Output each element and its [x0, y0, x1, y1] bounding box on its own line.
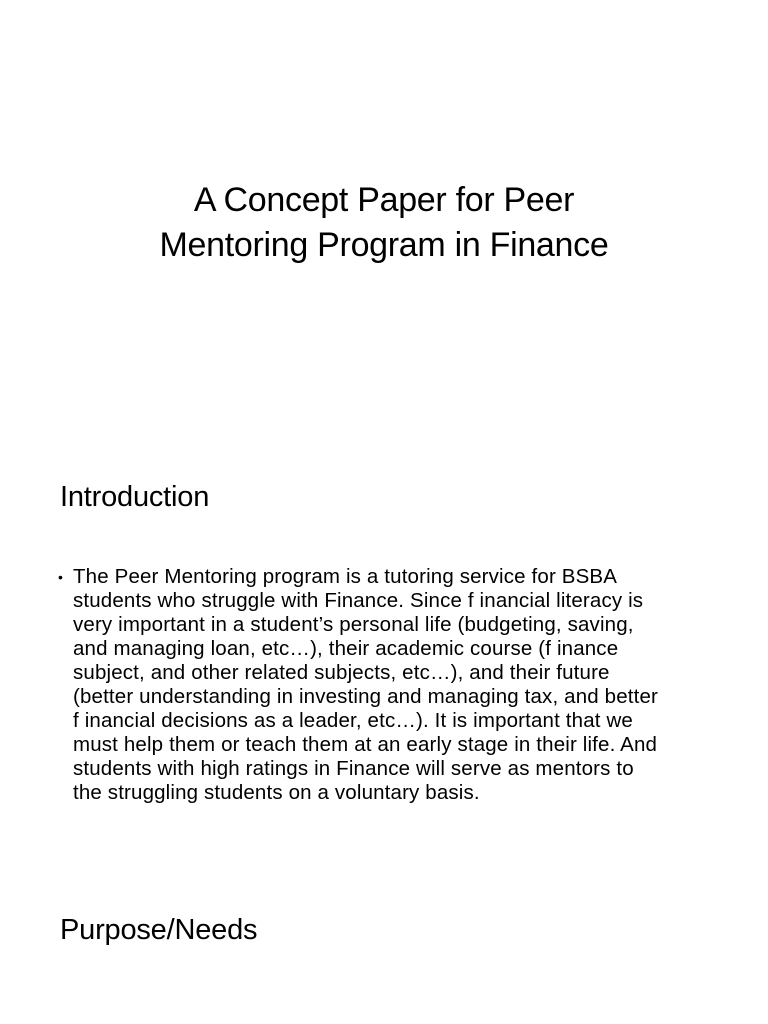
introduction-bullet-list — [58, 565, 718, 805]
title-line-2: Mentoring Program in Finance — [159, 226, 609, 264]
paragraph-line: subject, and other related subjects, etc…), and their future — [73, 661, 610, 684]
introduction-heading: Introduction — [60, 481, 210, 513]
paragraph-line: and managing loan, etc…), their academic course (f inance — [73, 637, 619, 660]
paragraph-line: (better understanding in investing and managing tax, and better — [73, 685, 658, 708]
paragraph-line: the struggling students on a voluntary basis. — [73, 781, 480, 804]
title-line-1: A Concept Paper for Peer — [193, 181, 575, 219]
bullet-icon: • — [58, 569, 63, 585]
paragraph-line: very important in a student’s personal life (budgeting, saving, — [73, 613, 634, 636]
purpose-needs-heading: Purpose/Needs — [60, 914, 258, 946]
paragraph-line: f inancial decisions as a leader, etc…). It is important that we — [73, 709, 633, 732]
paragraph-line: must help them or teach them at an early stage in their life. And — [73, 733, 658, 756]
paragraph-line: students who struggle with Finance. Since f inancial literacy is — [73, 589, 644, 612]
introduction-bullet-item — [58, 565, 718, 805]
document-title — [0, 178, 768, 268]
paragraph-line: The Peer Mentoring program is a tutoring service for BSBA — [73, 565, 618, 588]
paragraph-line: students with high ratings in Finance will serve as mentors to — [73, 757, 634, 780]
